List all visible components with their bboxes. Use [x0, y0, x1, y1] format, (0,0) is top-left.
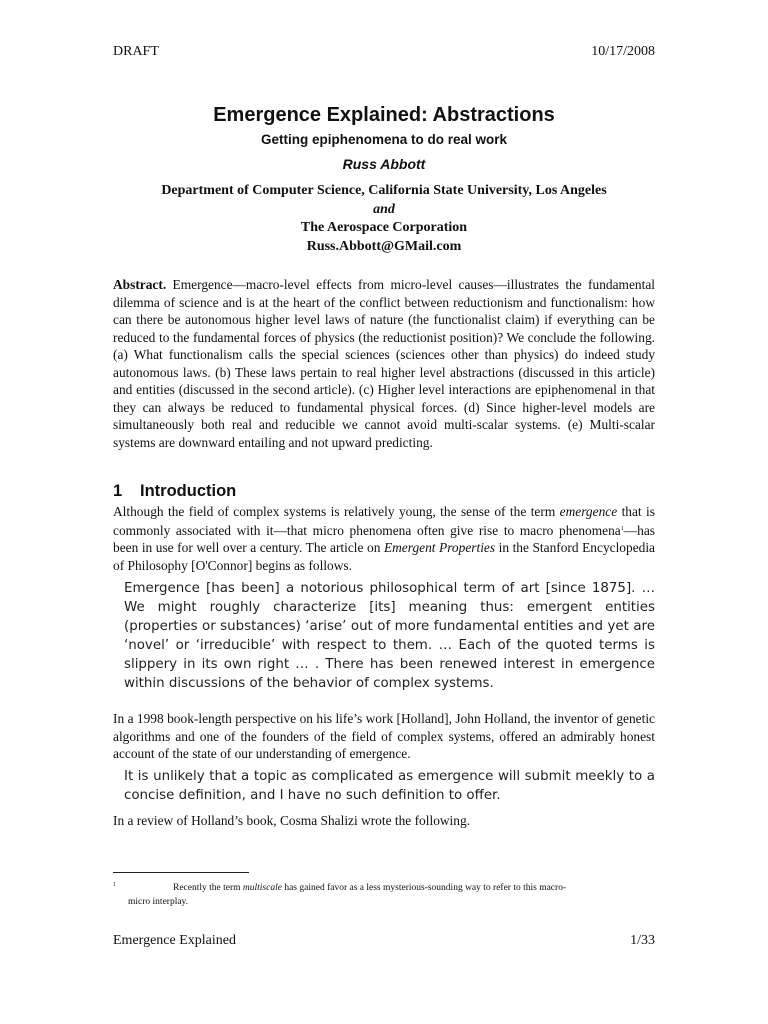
footnote-reference[interactable]: 1 [620, 525, 624, 532]
affiliation-and: and [373, 201, 395, 217]
page-number: 1/33 [630, 933, 655, 948]
footnote-mark: 1 [113, 882, 116, 888]
intro-paragraph-3: In a review of Holland’s book, Cosma Shalizi wrote the following. [113, 813, 471, 828]
running-footer [113, 933, 655, 949]
affiliation-line-2: The Aerospace Corporation [300, 220, 468, 235]
footnote-text-b: has gained favor as a less mysterious-sounding way to refer to this macro- [281, 883, 567, 893]
abstract-paragraph [113, 276, 655, 451]
para1-emphasis-emergence: emergence [559, 504, 618, 519]
para1-text-d: in the Stanford Encyclopedia of Philosophy [O'Connor] begins as follows. [113, 540, 655, 573]
footer-title: Emergence Explained [113, 933, 236, 948]
intro-paragraph-2: In a 1998 book-length perspective on his life’s work [Holland], John Holland, the inventor of genetic algorithms and one of the founders of the field of complex systems, offered an admirably honest account of the state of our understanding of emergence. [113, 711, 655, 761]
para1-text-a: Although the field of complex systems is relatively young, the sense of the term [113, 504, 560, 519]
running-header [113, 44, 655, 60]
block-quote-holland: It is unlikely that a topic as complicated as emergence will submit meekly to a concise definition, and I have no such definition to offer. [124, 769, 655, 803]
paper-title: Emergence Explained: Abstractions [213, 104, 555, 126]
footnote-text-a: Recently the term [173, 883, 243, 893]
header-draft-label: DRAFT [113, 44, 159, 59]
section-heading-introduction [113, 482, 236, 501]
para1-text-b: that is commonly associated with it—that micro phenomena often give rise to macro phenomena [113, 504, 655, 538]
affiliation-line-1: Department of Computer Science, California State University, Los Angeles [161, 183, 607, 198]
para1-text-c: —has been in use for well over a century. The article on [113, 522, 655, 555]
footnote-separator [113, 872, 249, 873]
footnote-emphasis: multiscale [242, 883, 282, 893]
affiliation-block [0, 182, 768, 256]
abstract-text: Emergence—macro-level effects from micro-level causes—illustrates the fundamental dilemma of science and is at the heart of the conflict between reductionism and functionalism: how can there be autonomous higher level laws of nature (the functionalist claim) if everything can be reduced to the fundamental forces of physics (the reductionist position)? We conclude the following. (a) What functionalism calls the special sciences (sciences other than physics) do indeed study autonomous laws. (b) These laws pertain to real higher level abstractions (discussed in this article) and entities (discussed in the second article). (c) Higher level interactions are epiphenomenal in that they can always be reduced to fundamental physical forces. (d) Since higher-level models are simultaneously both real and reducible we cannot avoid multi-scalar systems. (e) Multi-scalar systems are downward entailing and not upward predicting. [113, 277, 655, 450]
footnote-text-c: micro interplay. [128, 897, 189, 907]
footnote-1 [113, 878, 655, 909]
section-number: 1 [113, 482, 123, 500]
paper-subtitle: Getting epiphenomena to do real work [260, 132, 508, 147]
header-date: 10/17/2008 [591, 44, 655, 59]
author-name: Russ Abbott [342, 156, 426, 172]
intro-paragraph-1 [113, 503, 655, 574]
section-title: Introduction [140, 482, 237, 500]
block-quote-stanford: Emergence [has been] a notorious philosophical term of art [since 1875]. … We might roughly characterize [its] meaning thus: emergent entities (properties or substances) ‘arise’ out of more fundamental entities and yet are ‘novel’ or ‘irreducible’ with respect to them. … Each of the quoted terms is slippery in its own right … . There has been renewed interest in emergence within discussions of the behavior of complex systems. [124, 581, 655, 691]
para1-emphasis-emergent-properties: Emergent Properties [383, 540, 496, 555]
author-email: Russ.Abbott@GMail.com [306, 238, 462, 254]
abstract-label: Abstract. [113, 277, 167, 292]
